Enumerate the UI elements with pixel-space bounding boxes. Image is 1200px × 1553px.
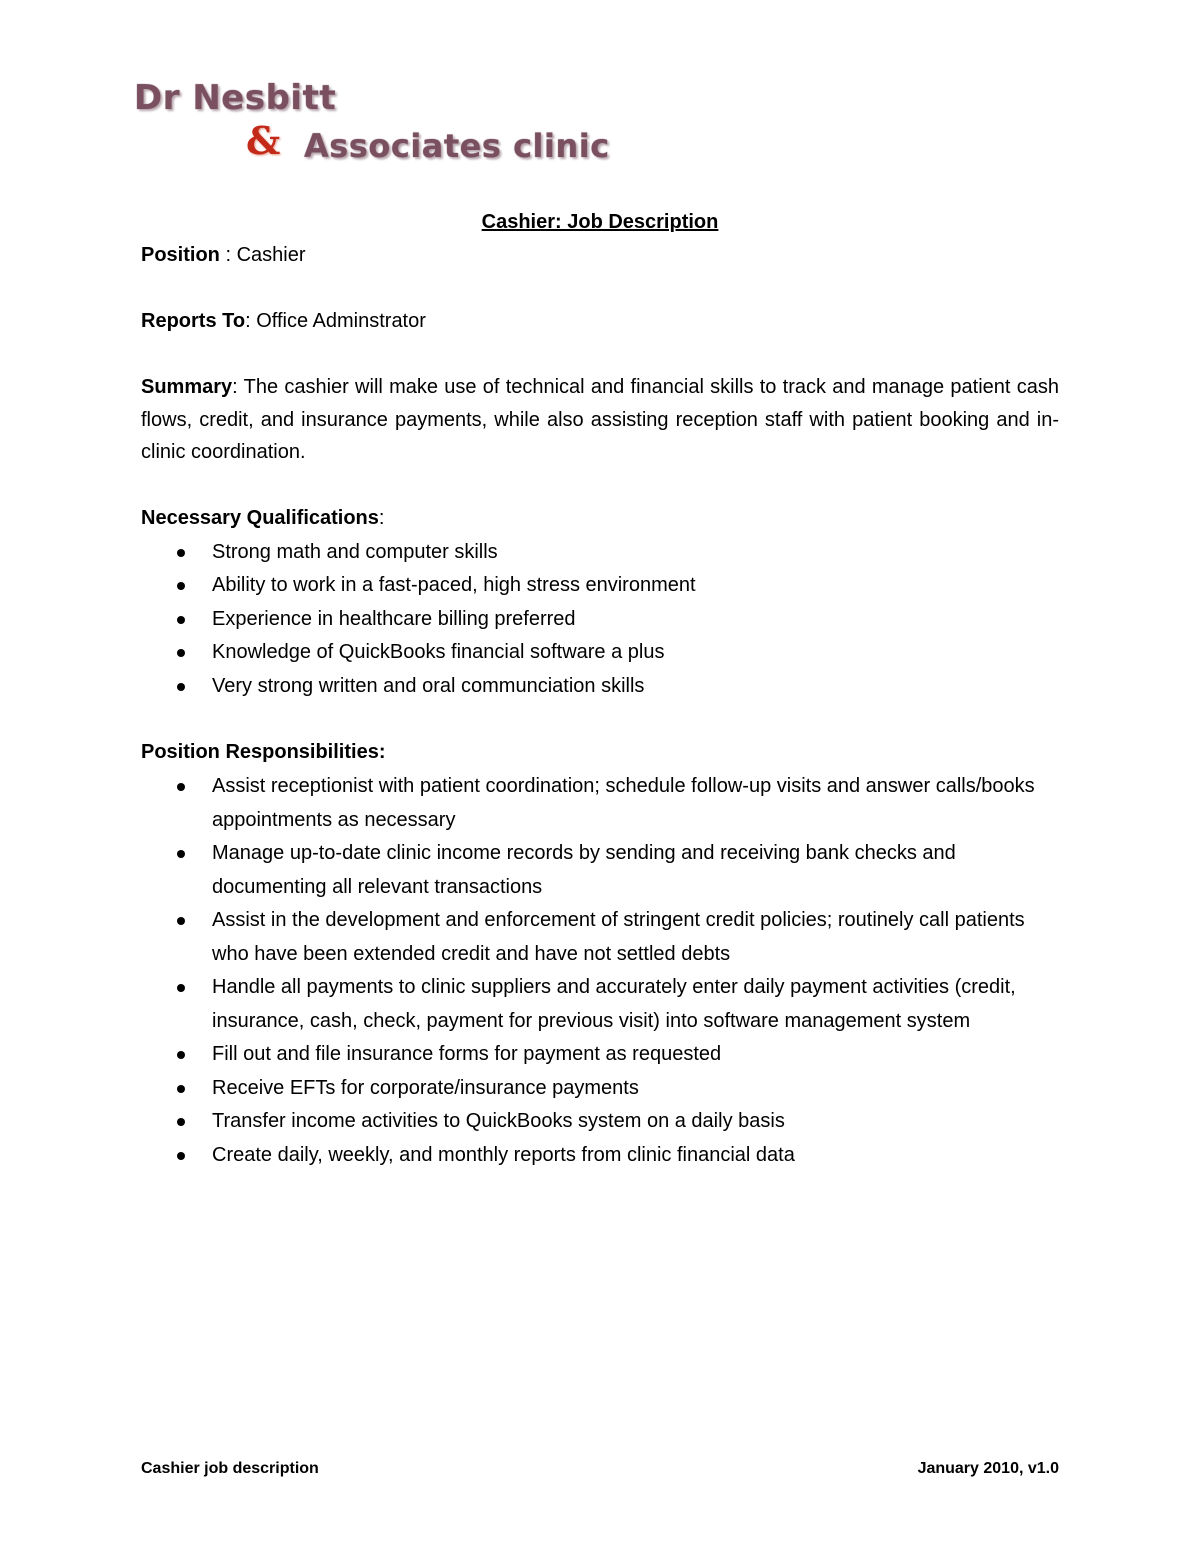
summary-label: Summary <box>141 376 233 398</box>
footer-right: January 2010, v1.0 <box>917 1460 1059 1477</box>
reports-to-label: Reports To <box>141 310 246 332</box>
bullet-icon <box>177 850 185 858</box>
bullet-icon <box>177 616 185 624</box>
bullet-icon <box>177 1051 185 1059</box>
reports-to-line <box>141 305 1059 338</box>
list-item: Ability to work in a fast-paced, high stress environment <box>141 569 1059 603</box>
position-value: Cashier <box>236 244 306 266</box>
list-item: Transfer income activities to QuickBooks system on a daily basis <box>141 1105 1059 1139</box>
bullet-icon <box>177 683 185 691</box>
qualifications-heading: Necessary Qualifications: <box>141 506 385 529</box>
reports-to-value: Office Adminstrator <box>256 310 426 332</box>
bullet-icon <box>177 582 185 590</box>
document-title: Cashier: Job Description <box>481 211 719 233</box>
list-item: Create daily, weekly, and monthly reports from clinic financial data <box>141 1139 1059 1173</box>
bullet-icon <box>177 1118 185 1126</box>
qualifications-list <box>141 536 1059 704</box>
reports-to-separator: : <box>245 310 257 332</box>
summary-separator: : <box>232 376 244 398</box>
logo-text-line2: Associates clinic <box>304 127 610 165</box>
list-item: Manage up-to-date clinic income records by sending and receiving bank checks and documenting all relevant transactions <box>141 837 1059 904</box>
bullet-icon <box>177 917 185 925</box>
position-label: Position <box>141 244 220 266</box>
document-body <box>141 206 1059 1172</box>
list-item: Experience in healthcare billing preferred <box>141 603 1059 637</box>
list-item: Strong math and computer skills <box>141 536 1059 570</box>
list-item: Assist receptionist with patient coordination; schedule follow-up visits and answer calls/books appointments as necessary <box>141 770 1059 837</box>
list-item: Very strong written and oral communciation skills <box>141 670 1059 704</box>
position-separator: : <box>219 244 237 266</box>
bullet-icon <box>177 984 185 992</box>
footer-left: Cashier job description <box>141 1460 319 1477</box>
clinic-logo <box>128 74 628 174</box>
responsibilities-list <box>141 770 1059 1172</box>
bullet-icon <box>177 783 185 791</box>
logo-ampersand: & <box>246 118 281 163</box>
bullet-icon <box>177 549 185 557</box>
summary-text: The cashier will make use of technical and financial skills to track and manage patient cash flows, credit, and insurance payments, while also assisting reception staff with patient booking and in-clinic coordination. <box>141 376 1059 463</box>
bullet-icon <box>177 1152 185 1160</box>
list-item: Receive EFTs for corporate/insurance payments <box>141 1072 1059 1106</box>
bullet-icon <box>177 649 185 657</box>
list-item: Fill out and file insurance forms for payment as requested <box>141 1038 1059 1072</box>
list-item: Knowledge of QuickBooks financial software a plus <box>141 636 1059 670</box>
list-item: Assist in the development and enforcement of stringent credit policies; routinely call patients who have been extended credit and have not settled debts <box>141 904 1059 971</box>
summary-paragraph <box>141 371 1059 469</box>
bullet-icon <box>177 1085 185 1093</box>
qualifications-colon: : <box>378 506 385 529</box>
responsibilities-heading: Position Responsibilities: <box>141 741 386 763</box>
position-line <box>141 239 1059 272</box>
list-item: Handle all payments to clinic suppliers and accurately enter daily payment activities (credit, insurance, cash, check, payment for previous visit) into software management system <box>141 971 1059 1038</box>
logo-text-line1: Dr Nesbitt <box>134 78 337 118</box>
